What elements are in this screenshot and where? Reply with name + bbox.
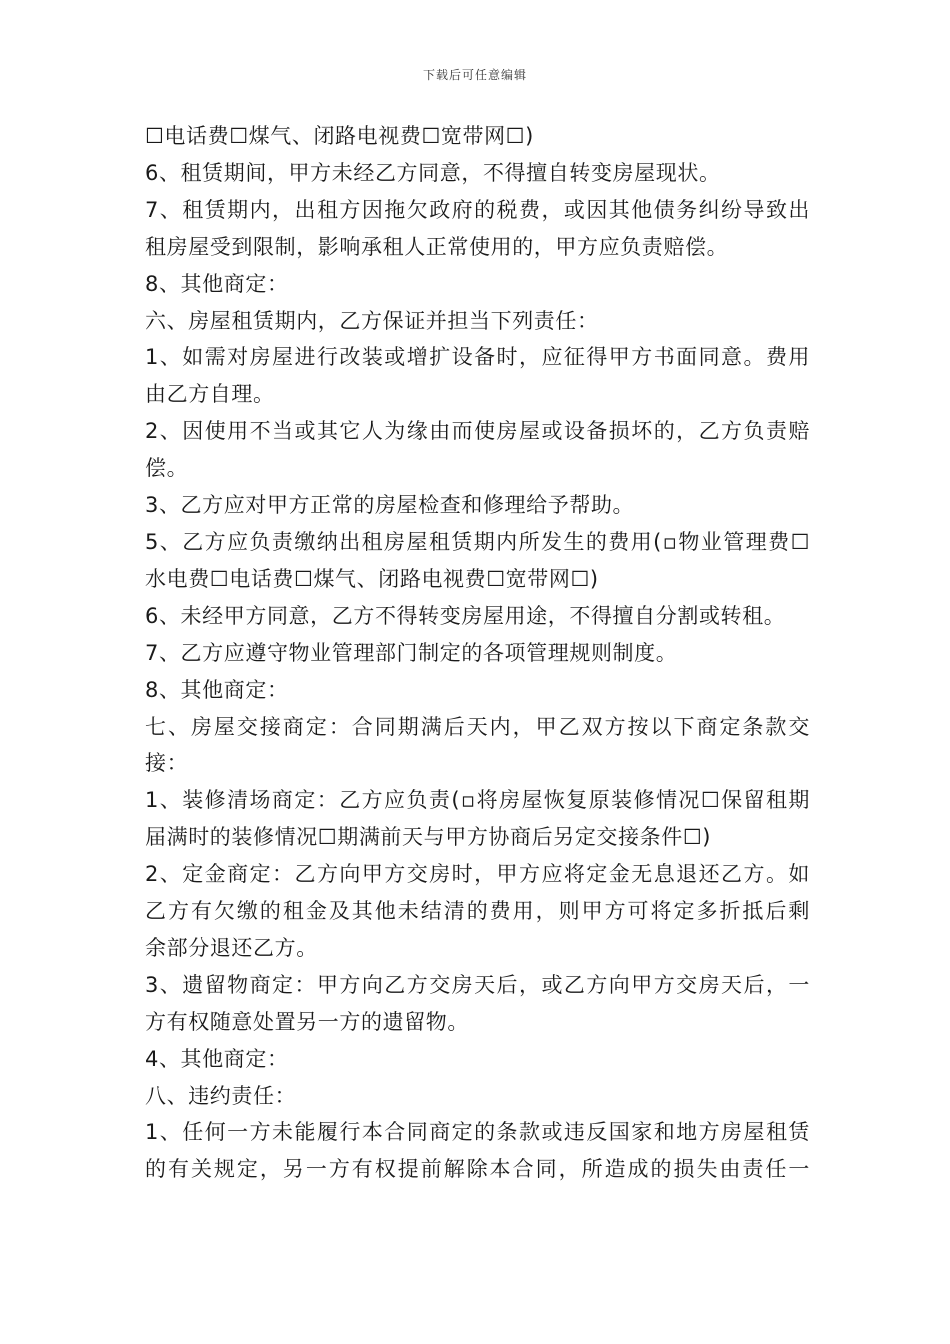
- text-line: 6、未经甲方同意，乙方不得转变房屋用途，不得擅自分割或转租。: [145, 603, 786, 628]
- text-line: 1、如需对房屋进行改装或增扩设备时，应征得甲方书面同意。费用: [145, 345, 810, 370]
- text-line: 7、租赁期内，出租方因拖欠政府的税费，或因其他债务纠纷导致出: [145, 197, 810, 222]
- section-heading: 七、房屋交接商定：合同期满后天内，甲乙双方按以下商定条款交: [145, 714, 810, 739]
- text-line: 5、乙方应负责缴纳出租房屋租赁期内所发生的费用(▫物业管理费☐: [145, 529, 810, 554]
- text-line: 届满时的装修情况☐期满前天与甲方协商后另定交接条件☐): [145, 825, 712, 850]
- text-line: 3、乙方应对甲方正常的房屋检查和修理给予帮助。: [145, 493, 635, 518]
- text-line: 1、任何一方未能履行本合同商定的条款或违反国家和地方房屋租赁: [145, 1120, 810, 1145]
- text-line: 2、因使用不当或其它人为缘由而使房屋或设备损坏的，乙方负责赔: [145, 419, 810, 444]
- text-line: 余部分退还乙方。: [145, 935, 318, 960]
- text-line: 水电费☐电话费☐煤气、闭路电视费☐宽带网☐): [145, 566, 599, 591]
- text-line: 的有关规定，另一方有权提前解除本合同，所造成的损失由责任一: [145, 1157, 810, 1182]
- text-line: 8、其他商定：: [145, 677, 289, 702]
- text-line: 偿。: [145, 456, 189, 481]
- text-line: 由乙方自理。: [145, 382, 275, 407]
- text-line: 6、租赁期间，甲方未经乙方同意，不得擅自转变房屋现状。: [145, 160, 721, 185]
- text-line: 乙方有欠缴的租金及其他未结清的费用，则甲方可将定多折抵后剩: [145, 899, 810, 924]
- text-line: 租房屋受到限制，影响承租人正常使用的，甲方应负责赔偿。: [145, 234, 729, 259]
- section-heading: 八、违约责任：: [145, 1083, 297, 1108]
- document-body: [145, 118, 810, 1188]
- text-line: 7、乙方应遵守物业管理部门制定的各项管理规则制度。: [145, 640, 678, 665]
- page-header: 下载后可任意编辑: [422, 68, 527, 82]
- text-line: 2、定金商定：乙方向甲方交房时，甲方应将定金无息退还乙方。如: [145, 862, 810, 887]
- text-line: 方有权随意处置另一方的遗留物。: [145, 1009, 469, 1034]
- text-line: 8、其他商定：: [145, 271, 289, 296]
- text-line: 4、其他商定：: [145, 1046, 289, 1071]
- text-line: 1、装修清场商定：乙方应负责(▫将房屋恢复原装修情况☐保留租期: [145, 788, 810, 813]
- section-heading: 六、房屋租赁期内，乙方保证并担当下列责任：: [145, 308, 599, 333]
- text-line: 3、遗留物商定：甲方向乙方交房天后，或乙方向甲方交房天后，一: [145, 972, 810, 997]
- text-line: ☐电话费☐煤气、闭路电视费☐宽带网☐): [145, 124, 534, 148]
- text-line: 接：: [145, 751, 189, 776]
